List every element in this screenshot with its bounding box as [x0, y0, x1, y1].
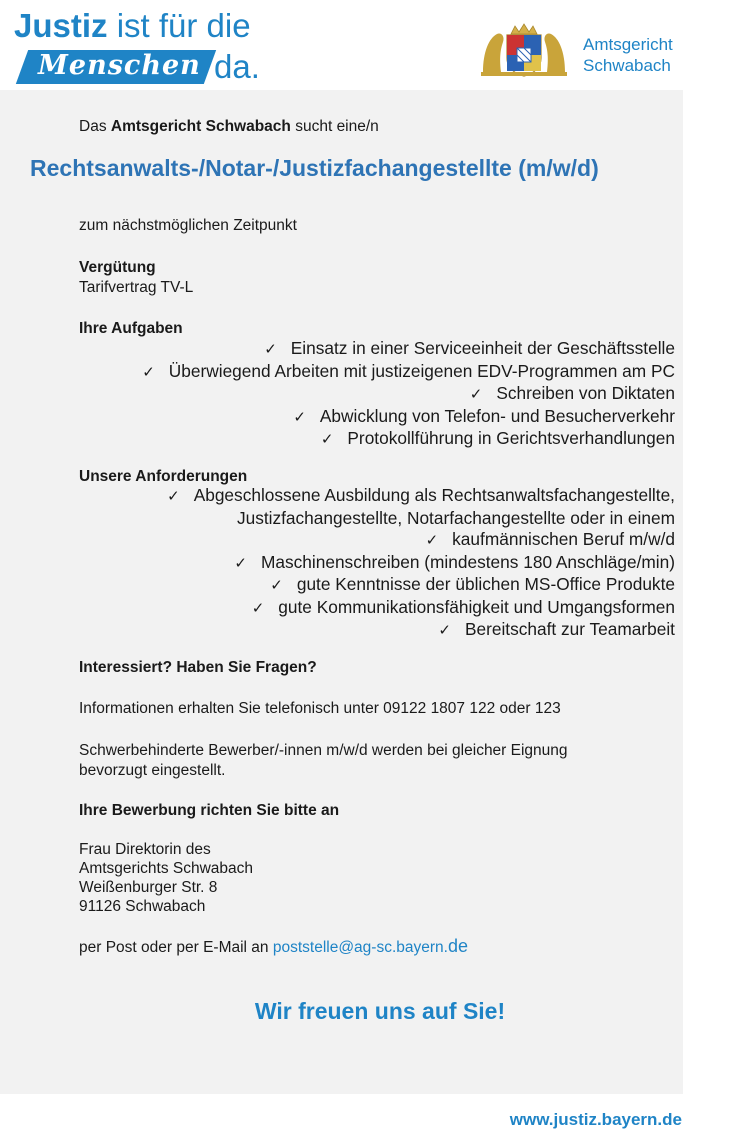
check-icon: ✓ — [142, 363, 155, 381]
logo-banner-text: Menschen — [38, 50, 201, 81]
address-line: Weißenburger Str. 8 — [79, 879, 218, 896]
list-item-text: kaufmännischen Beruf m/w/d — [452, 529, 675, 549]
list-item-text: Abwicklung von Telefon- und Besucherverkehr — [319, 405, 675, 426]
logo-rest: ist für die — [107, 7, 251, 44]
address-line: 91126 Schwabach — [79, 898, 206, 915]
court-name-line2: Schwabach — [583, 56, 671, 75]
disability-line2: bevorzugt eingestellt. — [79, 762, 226, 779]
address-line: Amtsgerichts Schwabach — [79, 860, 254, 877]
application-heading: Ihre Bewerbung richten Sie bitte an — [79, 802, 340, 819]
list-item — [167, 597, 675, 620]
closing-slogan: Wir freuen uns auf Sie! — [254, 998, 506, 1024]
list-item — [142, 406, 675, 429]
list-item — [167, 574, 675, 597]
list-item — [167, 529, 675, 552]
check-icon: ✓ — [167, 488, 180, 505]
phone-info: Informationen erhalten Sie telefonisch unter 09122 1807 122 oder 123 — [79, 700, 561, 717]
check-icon: ✓ — [270, 577, 283, 594]
list-item — [142, 383, 675, 406]
list-item-text: Schreiben von Diktaten — [496, 383, 675, 403]
list-item-text: Protokollführung in Gerichtsverhandlungen — [347, 428, 675, 448]
email-tld: de — [447, 936, 468, 956]
check-icon: ✓ — [425, 532, 439, 549]
list-item-text: Maschinenschreiben (mindestens 180 Anschläge/min) — [260, 551, 675, 572]
requirements-heading: Unsere Anforderungen — [79, 468, 248, 485]
tasks-list — [142, 338, 675, 451]
job-title: Rechtsanwalts-/Notar-/Justizfachangestellte (m/w/d) — [30, 155, 599, 181]
list-item — [167, 552, 675, 575]
check-icon: ✓ — [438, 622, 451, 639]
logo-line2 — [14, 48, 294, 86]
pay-heading: Vergütung — [79, 259, 156, 276]
logo-da: da. — [214, 48, 260, 85]
bavarian-coat-of-arms-icon — [479, 22, 569, 78]
email-main: poststelle@ag-sc.bayern. — [272, 939, 448, 956]
start-date: zum nächstmöglichen Zeitpunkt — [79, 217, 297, 234]
check-icon: ✓ — [469, 386, 483, 403]
check-icon: ✓ — [234, 554, 247, 572]
list-item-text: Abgeschlossene Ausbildung als Rechtsanwaltsfachangestellte, — [193, 485, 675, 505]
tasks-heading: Ihre Aufgaben — [79, 320, 183, 337]
list-item-text: Überwiegend Arbeiten mit justizeigenen EDV-Programmen am PC — [168, 360, 675, 381]
list-item — [142, 338, 675, 361]
court-name — [583, 34, 673, 76]
list-item-text: Einsatz in einer Serviceeinheit der Geschäftsstelle — [290, 338, 675, 358]
list-item — [142, 361, 675, 384]
address-line: Frau Direktorin des — [79, 841, 211, 858]
logo-line1 — [14, 6, 251, 46]
send-line — [79, 936, 468, 958]
court-name-line1: Amtsgericht — [583, 35, 673, 54]
pay-text: Tarifvertrag TV-L — [79, 279, 194, 296]
logo-brand: Justiz — [14, 7, 108, 44]
intro-court: Amtsgericht Schwabach — [110, 118, 291, 135]
intro-line — [79, 117, 379, 137]
disability-line1: Schwerbehinderte Bewerber/-innen m/w/d werden bei gleicher Eignung — [79, 742, 568, 759]
requirements-list — [167, 485, 675, 642]
intro-pre: Das — [79, 118, 111, 135]
check-icon: ✓ — [251, 599, 265, 617]
email-link[interactable] — [272, 936, 468, 956]
list-item-text: gute Kenntnisse der üblichen MS-Office Produkte — [296, 574, 675, 594]
check-icon: ✓ — [293, 408, 306, 426]
list-item-text: Bereitschaft zur Teamarbeit — [464, 619, 675, 639]
list-item-continuation: Justizfachangestellte, Notarfachangestellte oder in einem — [236, 507, 675, 528]
questions-heading: Interessiert? Haben Sie Fragen? — [79, 659, 317, 676]
check-icon: ✓ — [320, 431, 334, 448]
send-pre: per Post oder per E-Mail an — [79, 939, 273, 956]
list-item — [142, 428, 675, 451]
footer-website-link[interactable]: www.justiz.bayern.de — [509, 1110, 682, 1129]
list-item — [167, 485, 675, 508]
list-item-text: gute Kommunikationsfähigkeit und Umgangsformen — [278, 596, 675, 617]
intro-post: sucht eine/n — [290, 118, 379, 135]
justiz-logo — [14, 6, 304, 86]
check-icon: ✓ — [264, 341, 277, 358]
list-item — [167, 619, 675, 642]
